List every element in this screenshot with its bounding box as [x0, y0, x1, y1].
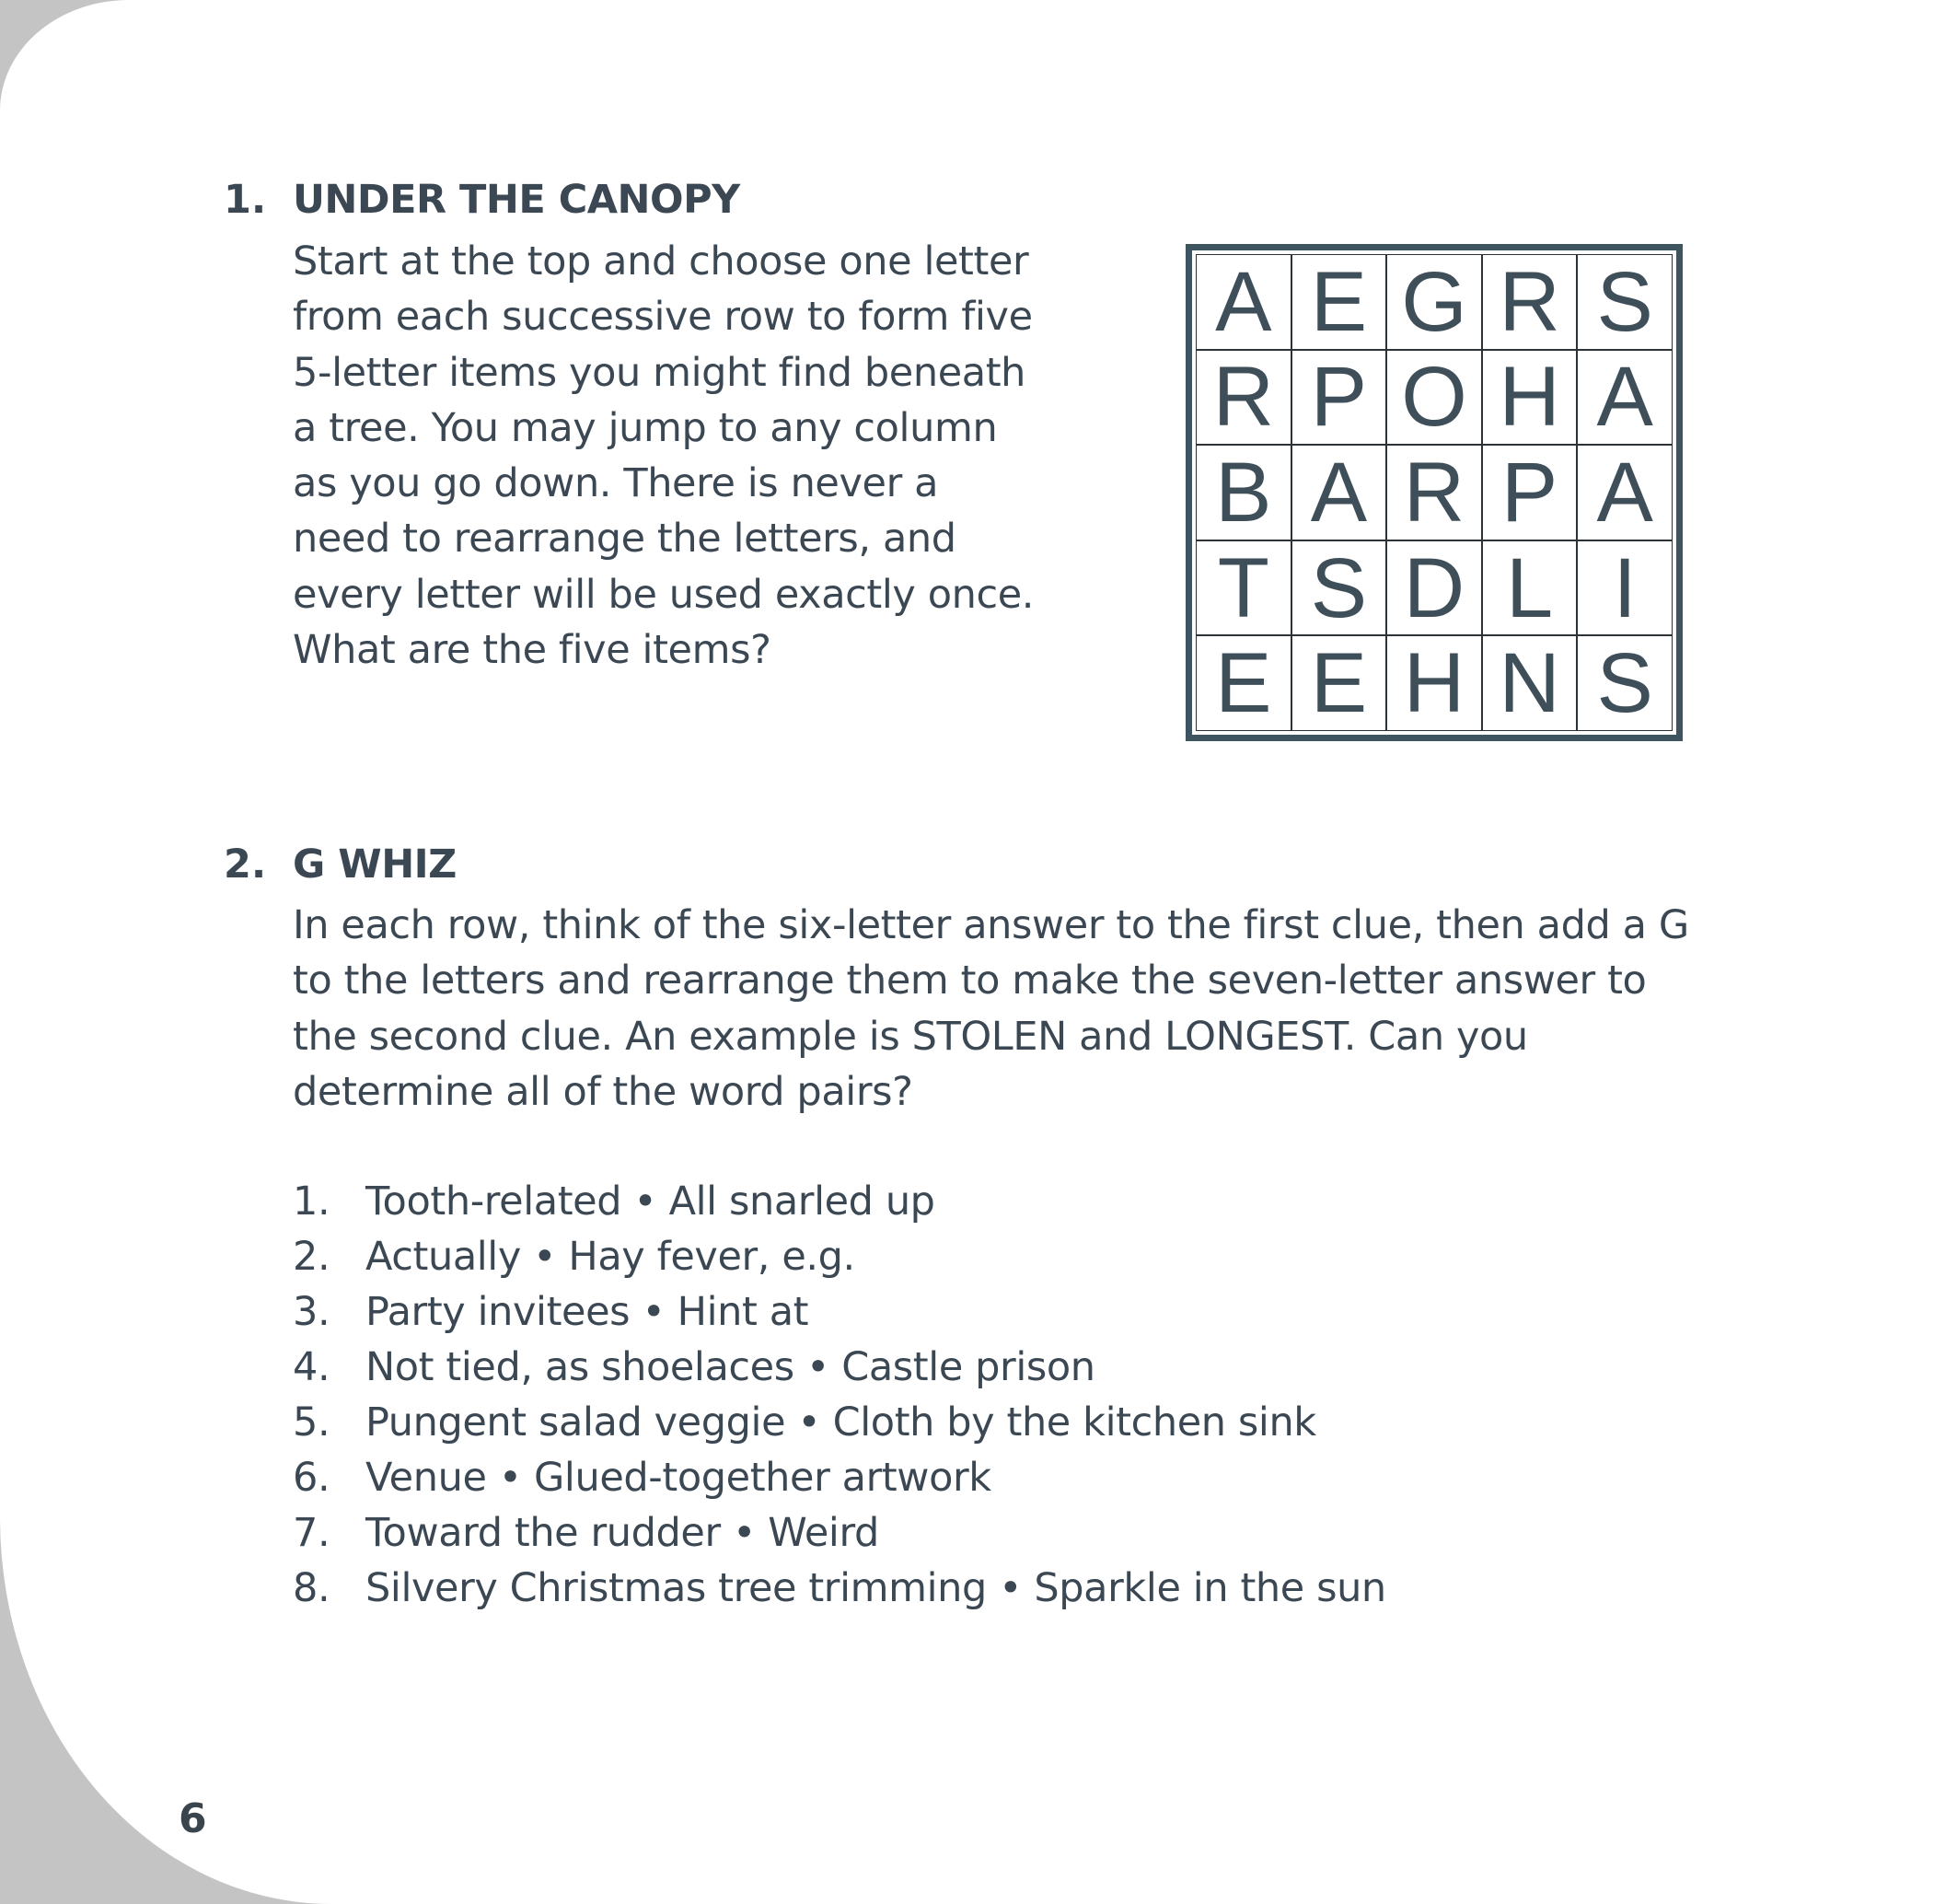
- clue-text: Silvery Christmas tree trimming • Sparkle in the sun: [365, 1565, 1386, 1611]
- grid-cell: T: [1196, 540, 1291, 636]
- grid-cell: H: [1482, 350, 1578, 446]
- grid-cell: H: [1386, 635, 1482, 731]
- clue-number: 7.: [293, 1510, 330, 1556]
- clue-number: 5.: [293, 1399, 330, 1445]
- grid-cell: A: [1577, 350, 1673, 446]
- clue-list: [293, 1174, 1386, 1616]
- puzzle1-number: 1.: [224, 177, 267, 223]
- clue-item: [293, 1561, 1386, 1616]
- clue-number: 4.: [293, 1344, 330, 1390]
- grid-cell: R: [1482, 254, 1578, 350]
- letter-grid: [1186, 244, 1683, 741]
- grid-cell: A: [1291, 445, 1387, 540]
- grid-cell: E: [1291, 635, 1387, 731]
- grid-cell: S: [1577, 254, 1673, 350]
- grid-cell: B: [1196, 445, 1291, 540]
- grid-cell: S: [1577, 635, 1673, 731]
- clue-text: Toward the rudder • Weird: [365, 1510, 879, 1556]
- clue-text: Not tied, as shoelaces • Castle prison: [365, 1344, 1095, 1390]
- grid-cell: E: [1291, 254, 1387, 350]
- grid-cell: O: [1386, 350, 1482, 446]
- grid-cell: S: [1291, 540, 1387, 636]
- grid-cell: R: [1386, 445, 1482, 540]
- clue-text: Pungent salad veggie • Cloth by the kitchen sink: [365, 1399, 1316, 1445]
- page-number: 6: [179, 1795, 207, 1842]
- clue-number: 1.: [293, 1178, 330, 1225]
- grid-cell: A: [1577, 445, 1673, 540]
- clue-text: Party invitees • Hint at: [365, 1289, 809, 1335]
- grid-cell: P: [1482, 445, 1578, 540]
- grid-cell: D: [1386, 540, 1482, 636]
- clue-number: 8.: [293, 1565, 330, 1611]
- puzzle2-title: G WHIZ: [293, 842, 457, 888]
- grid-cell: L: [1482, 540, 1578, 636]
- clue-item: [293, 1174, 1386, 1229]
- puzzle1-title: UNDER THE CANOPY: [293, 177, 740, 223]
- clue-item: [293, 1395, 1386, 1450]
- clue-number: 3.: [293, 1289, 330, 1335]
- grid-cell: I: [1577, 540, 1673, 636]
- clue-item: [293, 1229, 1386, 1284]
- grid-cell: R: [1196, 350, 1291, 446]
- clue-text: Tooth-related • All snarled up: [365, 1178, 935, 1225]
- clue-text: Actually • Hay fever, e.g.: [365, 1234, 855, 1280]
- grid-cell: A: [1196, 254, 1291, 350]
- puzzle2-instructions: In each row, think of the six-letter answer to the first clue, then add a G to the letters and rearrange them to make the seven-letter answer to the second clue. An example is STOLEN and LONGEST. Can you determine all of the word pairs?: [293, 902, 1689, 1115]
- clue-item: [293, 1505, 1386, 1561]
- grid-cell: E: [1196, 635, 1291, 731]
- puzzle2-number: 2.: [224, 842, 267, 888]
- clue-item: [293, 1450, 1386, 1505]
- grid-cell: N: [1482, 635, 1578, 731]
- puzzle1-instructions: Start at the top and choose one letter from each successive row to form five 5-letter items you might find beneath a tree. You may jump to any column as you go down. There is never a need to rearrange the letters, and every letter will be used exactly once. What are the five items?: [293, 238, 1035, 674]
- clue-number: 6.: [293, 1455, 330, 1501]
- clue-item: [293, 1284, 1386, 1340]
- clue-number: 2.: [293, 1234, 330, 1280]
- clue-item: [293, 1340, 1386, 1395]
- grid-cell: P: [1291, 350, 1387, 446]
- clue-text: Venue • Glued-together artwork: [365, 1455, 991, 1501]
- grid-cell: G: [1386, 254, 1482, 350]
